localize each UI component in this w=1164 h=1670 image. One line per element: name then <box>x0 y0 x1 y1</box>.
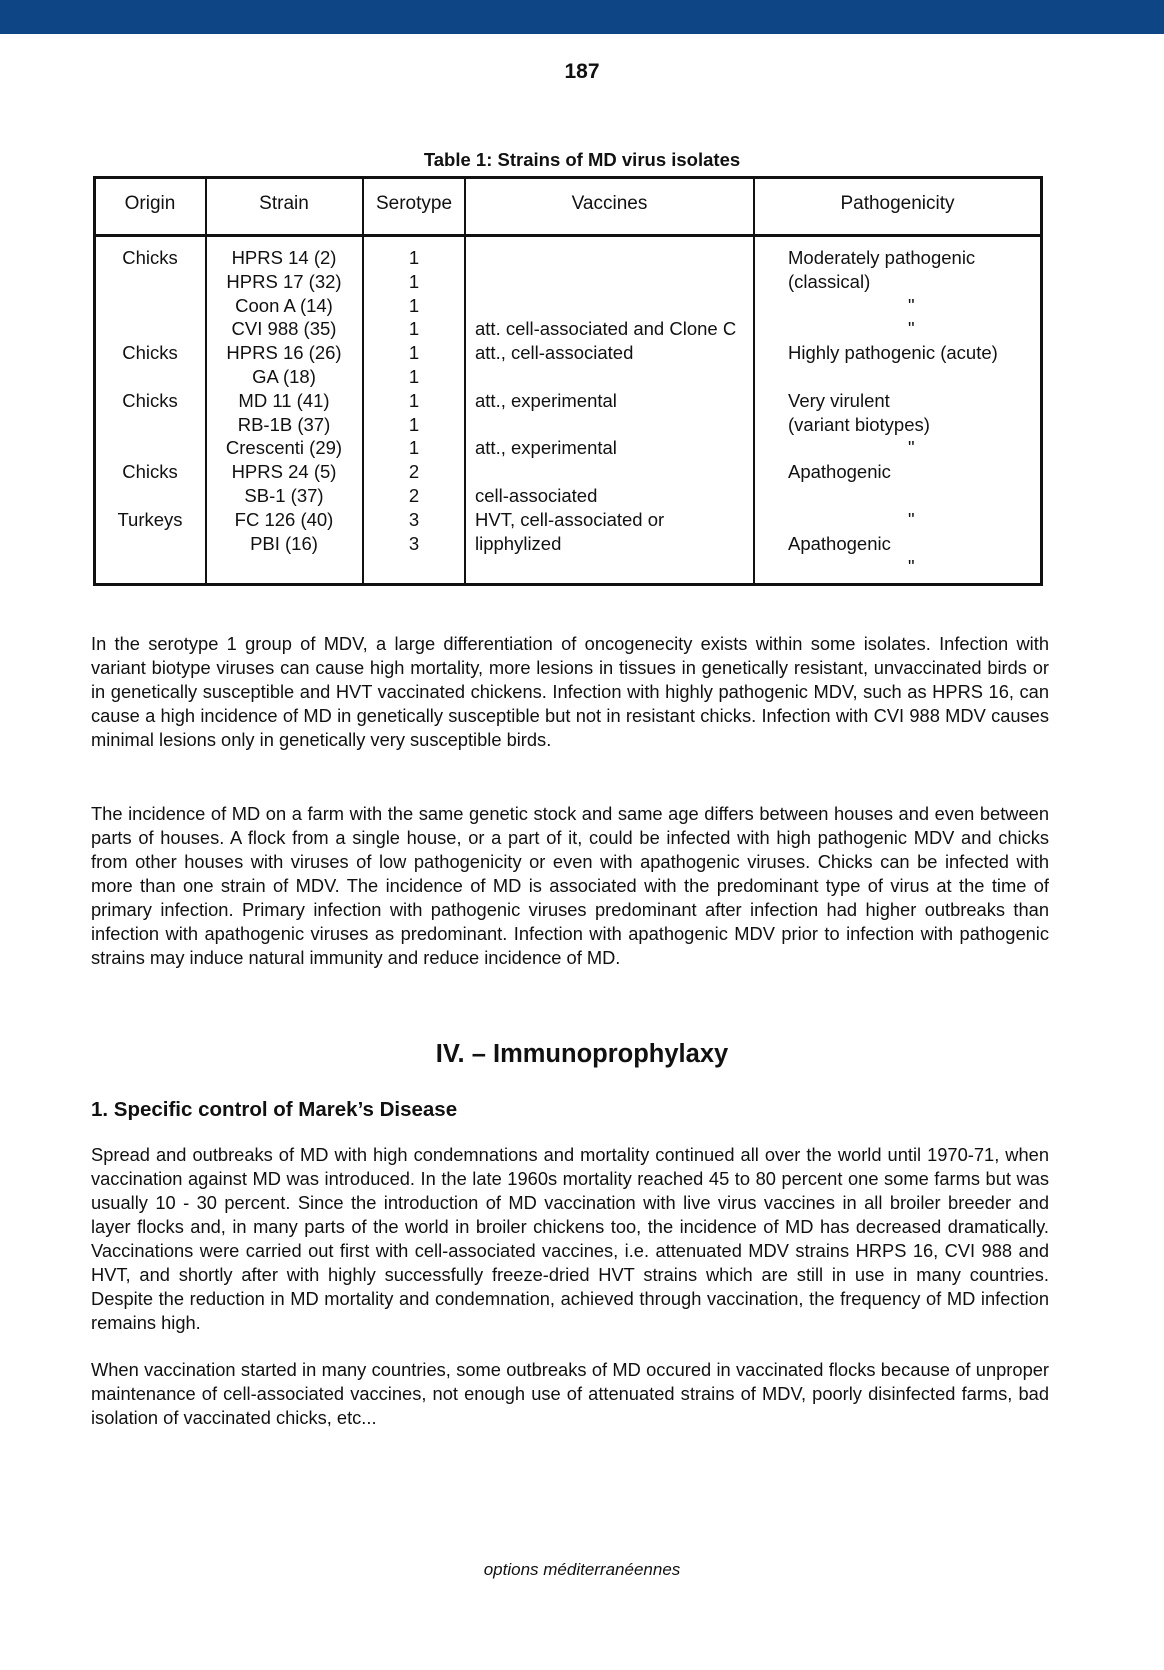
table-cell: " <box>908 318 915 340</box>
table-cell: HPRS 17 (32) <box>226 270 342 292</box>
table-cell: MD 11 (41) <box>238 389 330 411</box>
table-cell: (classical) <box>788 270 871 292</box>
table-cell: 1 <box>408 270 420 292</box>
table-cell: " <box>908 294 915 316</box>
table-cell: 1 <box>408 365 420 387</box>
table-cell <box>475 365 775 389</box>
table-cell: Crescenti (29) <box>225 437 343 459</box>
header-vaccines: Vaccines <box>571 193 648 214</box>
table-cell <box>96 436 204 460</box>
table-cell: Chicks <box>122 461 178 483</box>
table-cell <box>96 270 204 294</box>
strain-column <box>206 246 362 555</box>
table-cell <box>788 484 1048 508</box>
table-cell <box>96 532 204 556</box>
paragraph: In the serotype 1 group of MDV, a large differentiation of oncogenecity exists within some isolates. Infection with variant biotype viruses can cause high mortality, more lesions in tissues in genetically resistant, unvaccinated birds or in genetically susceptible and HVT vaccinated chickens. Infection with highly pathogenic MDV, such as HPRS 16, can cause a high incidence of MD in genetically susceptible but not in resistant chicks. Infection with CVI 988 MDV causes minimal lesions only in genetically very susceptible birds. <box>91 633 1049 750</box>
table-cell: GA (18) <box>252 365 316 387</box>
table-cell: att., experimental <box>475 389 617 411</box>
header-divider <box>96 234 1040 237</box>
section-heading: IV. – Immunoprophylaxy <box>435 1040 729 1068</box>
table-cell: RB-1B (37) <box>237 413 331 435</box>
table-cell <box>475 270 775 294</box>
table-cell: Moderately pathogenic <box>788 247 976 268</box>
table-cell <box>96 294 204 318</box>
table-caption: Table 1: Strains of MD virus isolates <box>423 149 741 170</box>
table-cell: Very virulent <box>788 389 890 411</box>
table-cell: " <box>908 437 915 459</box>
table-cell <box>475 294 775 318</box>
strains-table <box>93 176 1043 586</box>
table-cell: HPRS 14 (2) <box>231 247 337 268</box>
table-cell <box>96 413 204 437</box>
table-cell <box>96 317 204 341</box>
table-cell: cell-associated <box>475 484 598 506</box>
table-cell: HPRS 16 (26) <box>226 342 342 364</box>
table-cell: Apathogenic <box>788 532 891 554</box>
table-cell: Coon A (14) <box>235 294 333 316</box>
table-cell: Highly pathogenic (acute) <box>788 342 998 364</box>
table-cell: 2 <box>408 484 420 506</box>
table-cell: " <box>908 556 915 578</box>
table-cell <box>96 365 204 389</box>
table-cell: att., cell-associated <box>475 342 634 364</box>
table-cell: FC 126 (40) <box>234 508 334 530</box>
table-cell: Apathogenic <box>788 461 891 483</box>
table-cell: Chicks <box>122 247 178 268</box>
table-cell: att. cell-associated and Clone C <box>475 318 737 340</box>
table-cell: 2 <box>408 461 420 483</box>
table-cell: SB-1 (37) <box>244 484 324 506</box>
pathogenicity-column <box>788 246 1048 579</box>
table-cell: 1 <box>408 294 420 316</box>
paragraph: The incidence of MD on a farm with the same genetic stock and same age differs between houses and even between parts of houses. A flock from a single house, or a part of it, could be infected with high pathogenic MDV and chicks from other houses with viruses of low pathogenicity or even with apathogenic viruses. Chicks can be infected with more than one strain of MDV. The incidence of MD is associated with the predominant type of virus at the time of primary infection. Primary infection with pathogenic viruses predominant after infection had higher outbreaks than infection with apathogenic viruses as predominant. Infection with apathogenic MDV prior to infection with pathogenic strains may induce natural immunity and reduce incidence of MD. <box>91 803 1049 968</box>
table-cell: 3 <box>408 508 420 530</box>
table-cell: 1 <box>408 247 420 268</box>
table-cell: CVI 988 (35) <box>231 318 337 340</box>
table-cell: Chicks <box>122 389 178 411</box>
table-cell <box>475 246 775 270</box>
vaccines-column <box>475 246 775 555</box>
table-cell <box>96 484 204 508</box>
origin-column <box>96 246 204 555</box>
sub-heading: 1. Specific control of Marek’s Disease <box>91 1098 458 1121</box>
table-cell: 1 <box>408 342 420 364</box>
table-cell: PBI (16) <box>250 532 318 554</box>
table-cell: Turkeys <box>117 508 183 530</box>
table-cell: att., experimental <box>475 437 617 459</box>
table-cell: 3 <box>408 532 420 554</box>
table-cell <box>475 460 775 484</box>
table-cell: HVT, cell-associated or <box>475 508 665 530</box>
table-cell <box>788 365 1048 389</box>
header-serotype: Serotype <box>375 193 453 214</box>
table-cell: 1 <box>408 389 420 411</box>
table-cell: " <box>908 508 915 530</box>
table-cell <box>475 413 775 437</box>
table-cell: Chicks <box>122 342 178 364</box>
serotype-column <box>362 246 466 555</box>
table-cell: HPRS 24 (5) <box>231 461 337 483</box>
paragraph: When vaccination started in many countries, some outbreaks of MD occured in vaccinated flocks because of unproper maintenance of cell-associated vaccines, not enough use of attenuated strains of MDV, poorly disinfected farms, bad isolation of vaccinated chicks, etc... <box>91 1359 1049 1428</box>
table-cell: 1 <box>408 318 420 340</box>
header-pathogenicity: Pathogenicity <box>840 193 955 214</box>
top-bar <box>0 0 1164 34</box>
table-cell: (variant biotypes) <box>788 413 930 435</box>
footer: options méditerranéennes <box>483 1560 681 1579</box>
header-strain: Strain <box>259 193 309 214</box>
paragraph: Spread and outbreaks of MD with high condemnations and mortality continued all over the world until 1970-71, when vaccination against MD was introduced. In the late 1960s mortality reached 45 to 80 percent one some farms but was usually 10 - 30 percent. Since the introduction of MD vaccination with live virus vaccines in all broiler breeder and layer flocks and, in many parts of the world in broiler chickens too, the incidence of MD has decreased dramatically. Vaccinations were carried out first with cell-associated vaccines, i.e. attenuated MDV strains HRPS 16, CVI 988 and HVT, and shortly after with highly successfully freeze-dried HVT strains which are still in use in many countries. Despite the reduction in MD mortality and condemnation, achieved through vaccination, the frequency of MD infection remains high. <box>91 1144 1049 1333</box>
header-origin: Origin <box>124 193 176 214</box>
page-number: 187 <box>564 60 600 83</box>
table-cell: 1 <box>408 437 420 459</box>
table-cell: lipphylized <box>475 532 562 554</box>
table-cell: 1 <box>408 413 420 435</box>
